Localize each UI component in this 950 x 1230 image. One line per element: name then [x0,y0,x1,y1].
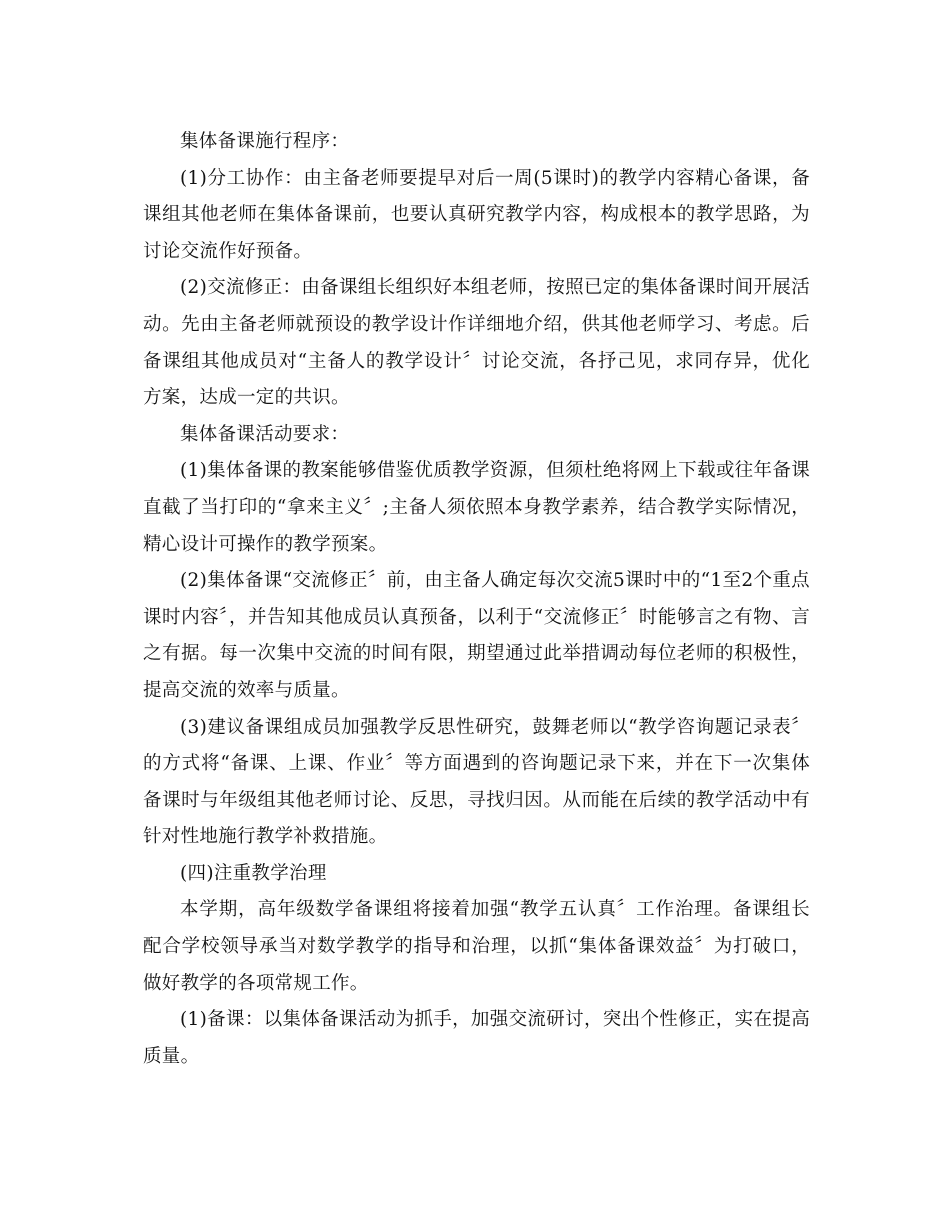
heading-procedure: 集体备课施行程序： [180,131,350,152]
paragraph-lesson-prep: (1)备课：以集体备课活动为抓手，加强交流研讨，突出个性修正，实在提高质量。 [143,1009,810,1067]
paragraph-division-of-work: (1)分工协作：由主备老师要提早对后一周(5课时)的教学内容精心备课，备课组其他老师在集体备课前，也要认真研究教学内容，构成根本的教学思路，为讨论交流作好预备。 [143,167,810,262]
paragraph-semester-plan: 本学期，高年级数学备课组将接着加强“教学五认真〞工作治理。备课组长配合学校领导承当对数学教学的指导和治理，以抓“集体备课效益〞为打破口，做好教学的各项常规工作。 [143,899,810,994]
paragraph-requirement-2: (2)集体备课“交流修正〞前，由主备人确定每次交流5课时中的“1至2个重点课时内容〞，并告知其他成员认真预备，以利于“交流修正〞时能够言之有物、言之有据。每一次集中交流的时间有限，期望通过此举措调动每位老师的积极性，提高交流的效率与质量。 [143,570,810,701]
paragraph-requirement-3: (3)建议备课组成员加强教学反思性研究，鼓舞老师以“教学咨询题记录表〞的方式将“备课、上课、作业〞等方面遇到的咨询题记录下来，并在下一次集体备课时与年级组其他老师讨论、反思，寻找归因。从而能在后续的教学活动中有针对性地施行教学补救措施。 [143,716,810,848]
heading-teaching-management: (四)注重教学治理 [180,862,327,884]
paragraph-requirement-1: (1)集体备课的教案能够借鉴优质教学资源，但须杜绝将网上下载或往年备课直截了当打印的“拿来主义〞;主备人须依照本身教学素养，结合教学实际情况，精心设计可操作的教学预案。 [143,460,810,555]
document-body [143,124,810,1075]
heading-requirements: 集体备课活动要求： [180,423,350,445]
paragraph-exchange-revision: (2)交流修正：由备课组长组织好本组老师，按照已定的集体备课时间开展活动。先由主备老师就预设的教学设计作详细地介绍，供其他老师学习、考虑。后备课组其他成员对“主备人的教学设计〞讨论交流，各抒己见，求同存异，优化方案，达成一定的共识。 [143,277,810,409]
